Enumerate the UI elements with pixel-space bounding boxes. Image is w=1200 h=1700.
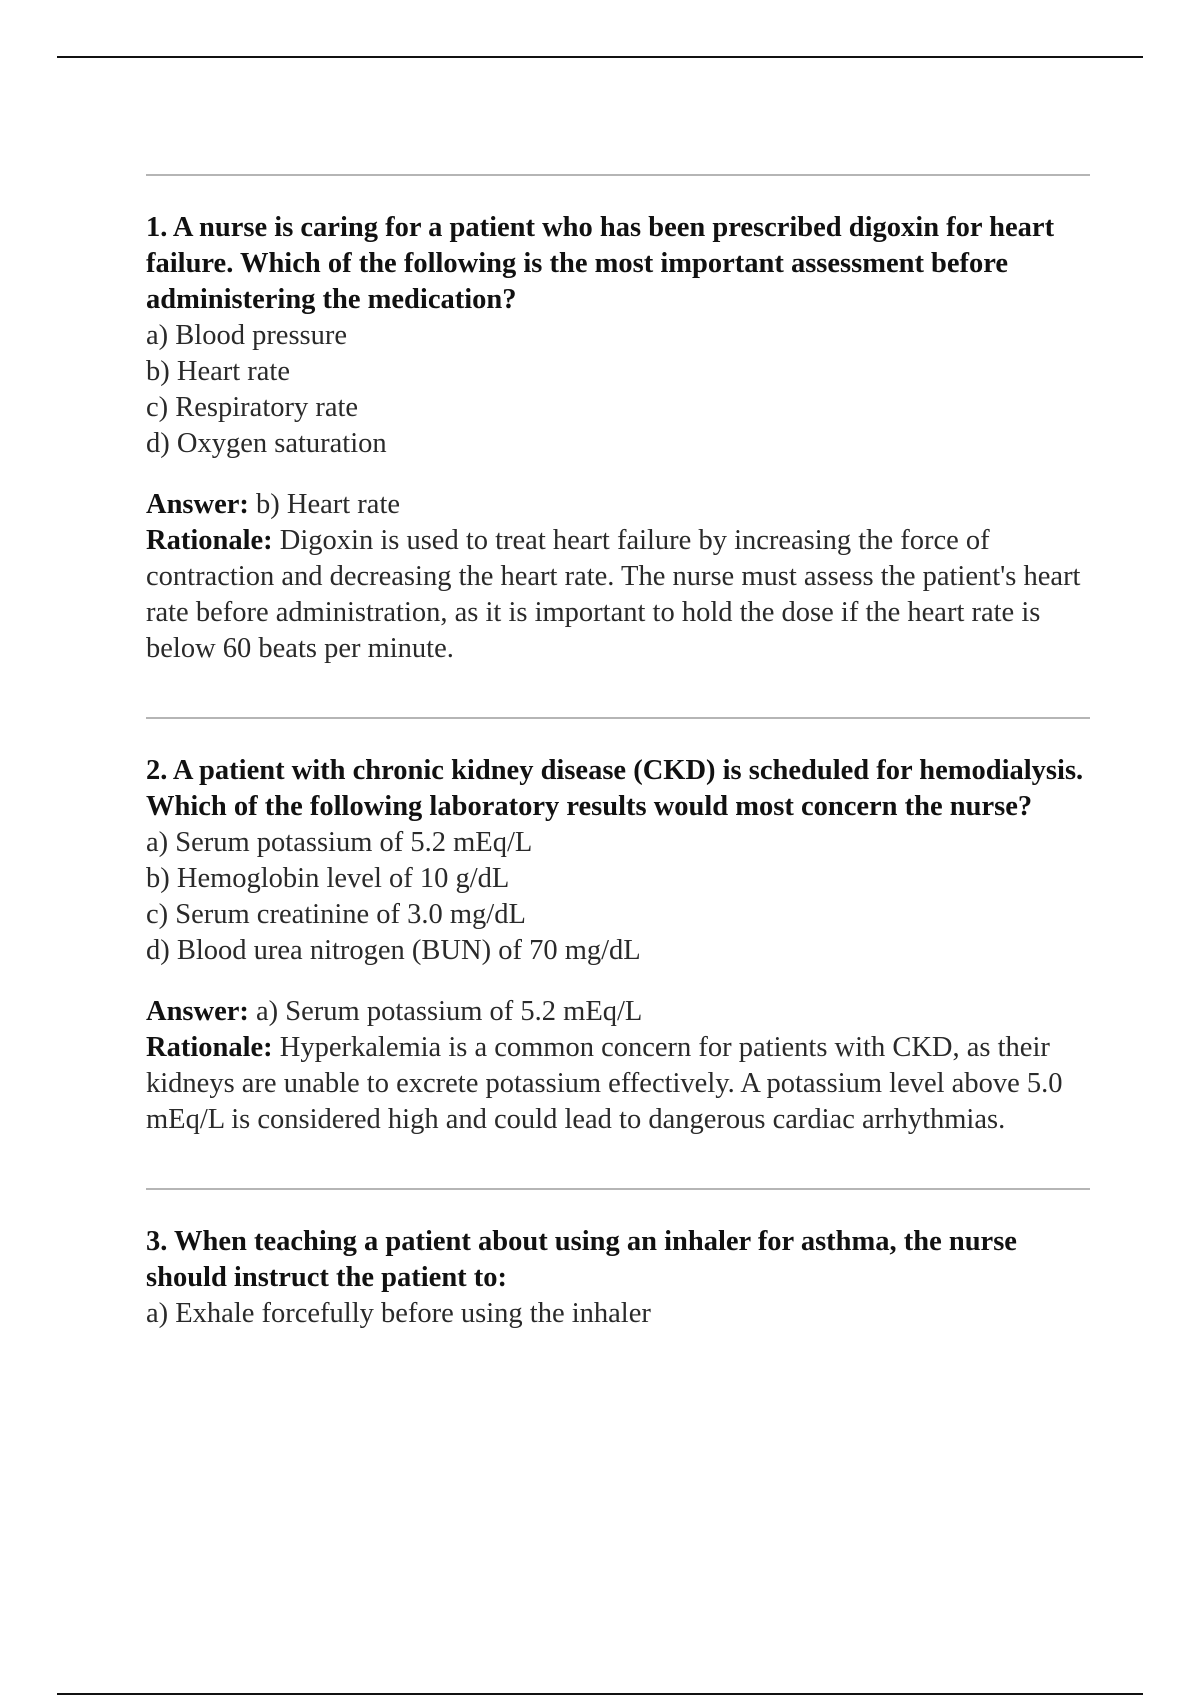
page-bottom-rule xyxy=(57,1693,1143,1695)
option-d: d) Oxygen saturation xyxy=(146,428,387,459)
question-1 xyxy=(146,176,1090,717)
document-content xyxy=(146,174,1090,1332)
answer-area xyxy=(146,487,1090,667)
rationale-text: Hyperkalemia is a common concern for patients with CKD, as their kidneys are unable to excrete potassium effectively. A potassium level above 5.0 mEq/L is considered high and could lead to dangerous cardiac arrhythmias. xyxy=(146,1032,1063,1135)
page-top-rule xyxy=(57,56,1143,58)
option-list xyxy=(146,1296,1090,1332)
question-text: 2. A patient with chronic kidney disease (CKD) is scheduled for hemodialysis. Which of the following laboratory results would most concern the nurse? xyxy=(146,755,1084,822)
rationale-label: Rationale: xyxy=(146,525,273,556)
answer-area xyxy=(146,994,1090,1138)
answer-label: Answer: xyxy=(146,996,249,1027)
option-a: a) Exhale forcefully before using the inhaler xyxy=(146,1298,651,1329)
rationale-text: Digoxin is used to treat heart failure by increasing the force of contraction and decreasing the heart rate. The nurse must assess the patient's heart rate before administration, as it is important to hold the dose if the heart rate is below 60 beats per minute. xyxy=(146,525,1081,664)
answer-value: b) Heart rate xyxy=(256,489,401,520)
option-b: b) Hemoglobin level of 10 g/dL xyxy=(146,863,510,894)
question-3 xyxy=(146,1190,1090,1332)
option-list xyxy=(146,825,1090,969)
option-a: a) Serum potassium of 5.2 mEq/L xyxy=(146,827,533,858)
option-a: a) Blood pressure xyxy=(146,320,348,351)
option-c: c) Serum creatinine of 3.0 mg/dL xyxy=(146,899,526,930)
question-2 xyxy=(146,719,1090,1188)
answer-label: Answer: xyxy=(146,489,249,520)
rationale xyxy=(146,1030,1090,1138)
rationale xyxy=(146,523,1090,667)
answer-line xyxy=(146,994,1090,1030)
question-text: 3. When teaching a patient about using an inhaler for asthma, the nurse should instruct the patient to: xyxy=(146,1226,1017,1293)
question-text: 1. A nurse is caring for a patient who has been prescribed digoxin for heart failure. Which of the following is the most important assessment before administering the medication? xyxy=(146,212,1055,315)
option-b: b) Heart rate xyxy=(146,356,290,387)
rationale-label: Rationale: xyxy=(146,1032,273,1063)
answer-value: a) Serum potassium of 5.2 mEq/L xyxy=(256,996,643,1027)
answer-line xyxy=(146,487,1090,523)
option-c: c) Respiratory rate xyxy=(146,392,359,423)
option-list xyxy=(146,318,1090,462)
option-d: d) Blood urea nitrogen (BUN) of 70 mg/dL xyxy=(146,935,641,966)
